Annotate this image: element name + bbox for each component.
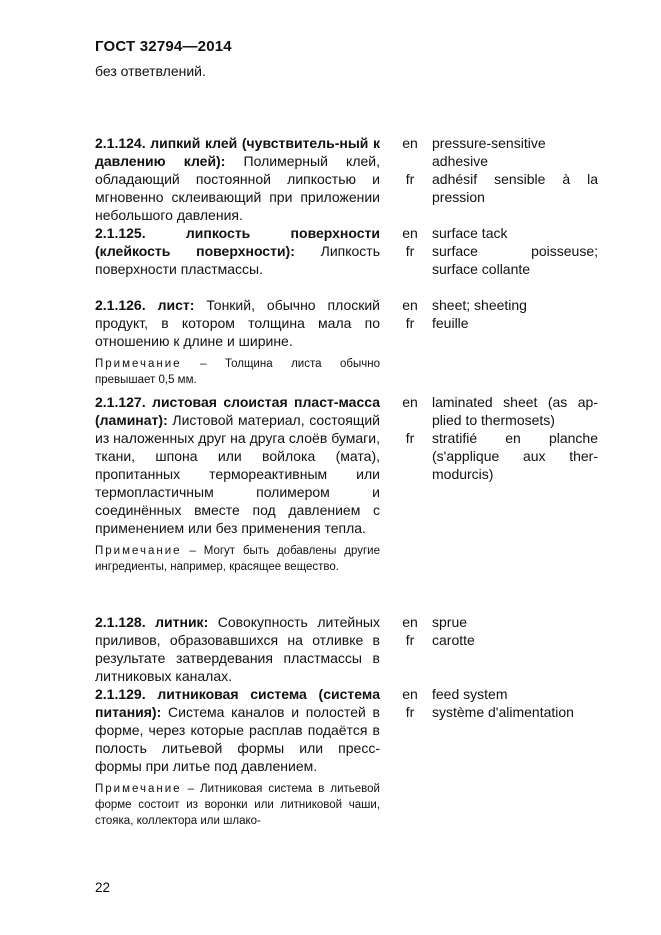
entry-number: 2.1.124.	[95, 135, 146, 151]
equiv-en-line: sheet; sheeting	[432, 297, 527, 313]
entry-number: 2.1.125.	[95, 225, 146, 241]
equivalents	[432, 613, 598, 649]
entry-number: 2.1.127.	[95, 394, 146, 410]
lang-fr: fr	[405, 171, 415, 187]
entry-number: 2.1.126.	[95, 297, 146, 313]
lang-fr: fr	[405, 243, 415, 259]
equiv-fr-line: adhésif sensible à la	[432, 171, 598, 187]
lang-fr: fr	[405, 315, 415, 331]
equiv-fr-line: carotte	[432, 632, 475, 648]
equivalents	[432, 134, 598, 206]
note-label: Примечание	[95, 783, 182, 795]
equiv-en-line: pressure-sensitive	[432, 135, 546, 151]
lang-en: en	[402, 686, 418, 702]
equiv-en-line: feed system	[432, 686, 508, 702]
entry-def: Тонкий, обычно плоский продукт, в котором толщина мала по отношению к длине и ширине.	[95, 297, 380, 349]
equiv-fr-line: stratifié en planche	[432, 430, 598, 446]
lang-codes	[395, 134, 425, 188]
entry-note	[95, 781, 380, 829]
equiv-en-line: surface tack	[432, 225, 508, 241]
equiv-fr-line: système d'alimentation	[432, 704, 574, 720]
note-label: Примечание	[95, 358, 182, 370]
entry-definition	[95, 613, 380, 685]
entry-term: липкий клей (чувствитель-ный к давлению клей):	[95, 135, 380, 169]
equivalents	[432, 224, 598, 278]
page-number: 22	[95, 880, 111, 895]
lang-en: en	[402, 614, 418, 630]
lang-en: en	[402, 394, 418, 410]
entry-number: 2.1.128.	[95, 614, 146, 630]
lang-codes	[395, 393, 425, 447]
note-text: – Литниковая система в литьевой форме состоит из воронки или литниковой чаши, стояка, коллектора или шлако-	[95, 783, 380, 827]
equiv-fr-line: surface poisseuse;	[432, 243, 598, 259]
equiv-en-line: plied to thermosets)	[432, 412, 555, 428]
entry-def: Система каналов и полостей в форме, через которые расплав подаётся в полость литьевой формы или пресс-формы при литье под давлением.	[95, 704, 380, 774]
lang-en: en	[402, 297, 418, 313]
lang-codes	[395, 613, 425, 649]
entry-number: 2.1.129.	[95, 686, 146, 702]
entry-term: листовая слоистая пласт-масса (ламинат):	[95, 394, 380, 428]
entry-note	[95, 543, 380, 575]
continuation-text: без ответвлений.	[95, 63, 206, 79]
entry-definition	[95, 224, 380, 278]
entry-definition	[95, 296, 380, 388]
equiv-fr-line: (s'applique aux ther-	[432, 448, 598, 464]
entry-def: Липкость поверхности пластмассы.	[95, 243, 380, 277]
equiv-en-line: laminated sheet (as ap-	[432, 394, 598, 410]
entry-term: липкость поверхности (клейкость поверхности):	[95, 225, 380, 259]
document-header: ГОСТ 32794—2014	[95, 38, 232, 55]
entry-term: литниковая система (системa питания):	[95, 686, 380, 720]
equiv-fr-line: feuille	[432, 315, 469, 331]
note-text: – Толщина листа обычно превышает 0,5 мм.	[95, 358, 380, 386]
equiv-en-line: sprue	[432, 614, 468, 630]
lang-codes	[395, 296, 425, 332]
equiv-en-line: adhesive	[432, 153, 489, 169]
equiv-fr-line: modurcis)	[432, 466, 494, 482]
entry-term: лист:	[157, 297, 195, 313]
note-label: Примечание	[95, 545, 182, 557]
equiv-fr-line: pression	[432, 189, 485, 205]
lang-en: en	[402, 225, 418, 241]
entry-def: Листовой материал, состоящий из наложенных друг на друга слоёв бумаги, ткани, шпона или войлока (мата), пропитанных термореактивным или термопластичным полимером и соединённых вместе под давлением с применением или без применения тепла.	[95, 412, 380, 536]
lang-fr: fr	[405, 704, 415, 720]
lang-codes	[395, 685, 425, 721]
lang-fr: fr	[405, 430, 415, 446]
equivalents	[432, 393, 598, 483]
entry-def: Совокупность литейных приливов, образовавшихся на отливке в результате затвердевания пластмассы в литниковых каналах.	[95, 614, 380, 684]
entry-definition	[95, 685, 380, 829]
entry-definition	[95, 393, 380, 575]
entry-term: литник:	[155, 614, 209, 630]
equivalents	[432, 685, 598, 721]
entry-note	[95, 356, 380, 388]
entry-definition	[95, 134, 380, 224]
entry-def: Полимерный клей, обладающий постоянной липкостью и мгновенно склеивающий при приложении небольшого давления.	[95, 153, 380, 223]
lang-fr: fr	[405, 632, 415, 648]
lang-en: en	[402, 135, 418, 151]
lang-codes	[395, 224, 425, 260]
equivalents	[432, 296, 598, 332]
equiv-fr-line: surface collante	[432, 261, 531, 277]
note-text: – Могут быть добавлены другие ингредиенты, например, красящее вещество.	[95, 545, 380, 573]
